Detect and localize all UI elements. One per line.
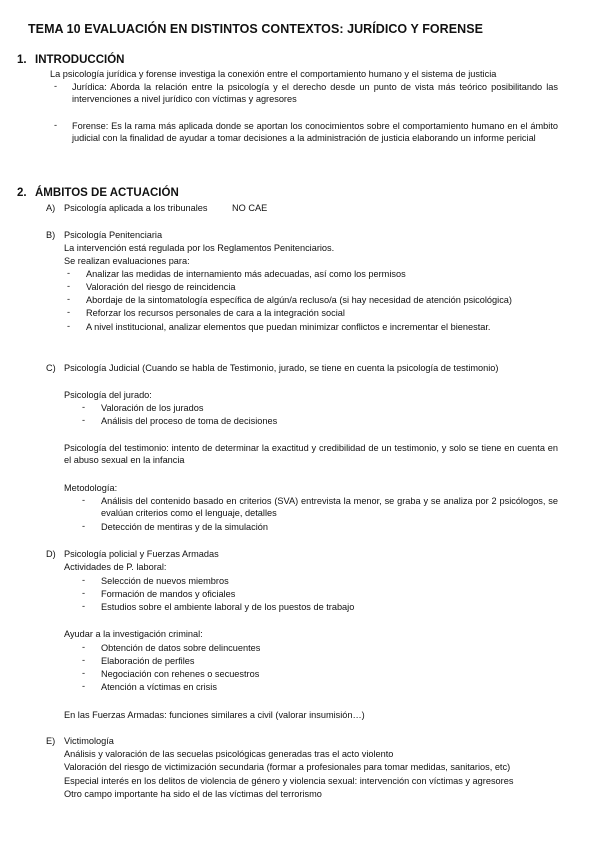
bullet-dash: -: [82, 495, 86, 505]
list-item: Negociación con rehenes o secuestros: [101, 669, 260, 679]
jurado-title: Psicología del jurado:: [64, 390, 152, 400]
item-e-title: Victimología: [64, 736, 114, 746]
item-e-letter: E): [46, 736, 56, 746]
list-item: Análisis del contenido basado en criterios (SVA) entrevista la menor, se graba y se analiza por 2 psicólogos, se evalúan criterios como el lenguaje, detalles: [101, 496, 558, 518]
metodologia-title: Metodología:: [64, 483, 118, 493]
forense-paragraph: Forense: Es la rama más aplicada donde se aportan los conocimientos sobre el comportamiento humano en el ámbito judicial con la finalidad de ayudar a tomar decisiones a la administración de justicia elaborando un informe pericial: [72, 121, 558, 143]
bullet-dash: -: [82, 402, 86, 412]
bullet-dash: -: [82, 415, 86, 425]
item-a-text: Psicología aplicada a los tribunales: [64, 203, 208, 213]
item-d-title: Psicología policial y Fuerzas Armadas: [64, 549, 219, 559]
bullet-dash: -: [82, 575, 86, 585]
testimonio-paragraph: Psicología del testimonio: intento de determinar la exactitud y credibilidad de un testimonio, y solo se tiene en cuenta en el abuso sexual en la infancia: [64, 443, 558, 465]
laboral-title: Actividades de P. laboral:: [64, 562, 167, 572]
list-item: Estudios sobre el ambiente laboral y de los puestos de trabajo: [101, 602, 355, 612]
bullet-dash: -: [54, 120, 58, 130]
bullet-dash: -: [82, 681, 86, 691]
item-b-line2: Se realizan evaluaciones para:: [64, 256, 190, 266]
item-b-title: Psicología Penitenciaria: [64, 230, 163, 240]
list-item: Elaboración de perfiles: [101, 656, 195, 666]
victimologia-line: Análisis y valoración de las secuelas psicológicas generadas tras el acto violento: [64, 749, 394, 759]
list-item: Atención a víctimas en crisis: [101, 682, 217, 692]
item-b-line1: La intervención está regulada por los Reglamentos Penitenciarios.: [64, 243, 335, 253]
victimologia-line: Valoración del riesgo de victimización secundaria (formar a profesionales para tomar medidas, sanitarios, etc): [64, 762, 511, 772]
section-2-heading: ÁMBITOS DE ACTUACIÓN: [35, 187, 179, 199]
list-item: Analizar las medidas de internamiento más adecuadas, así como los permisos: [86, 269, 406, 279]
section-1-intro: La psicología jurídica y forense investiga la conexión entre el comportamiento humano y el sistema de justicia: [50, 69, 497, 79]
fuerzas-armadas-line: En las Fuerzas Armadas: funciones similares a civil (valorar insumisión…): [64, 710, 365, 720]
item-c-title: Psicología Judicial (Cuando se habla de Testimonio, jurado, se tiene en cuenta la psicología de testimonio): [64, 363, 499, 373]
list-item: Valoración del riesgo de reincidencia: [86, 282, 236, 292]
victimologia-line: Especial interés en los delitos de violencia de género y violencia sexual: intervención con víctimas y agresores: [64, 776, 514, 786]
bullet-dash: -: [82, 642, 86, 652]
victimologia-line: Otro campo importante ha sido el de las víctimas del terrorismo: [64, 789, 322, 799]
section-2-number: 2.: [17, 187, 27, 199]
bullet-dash: -: [67, 294, 71, 304]
item-a-letter: A): [46, 203, 56, 213]
bullet-dash: -: [82, 521, 86, 531]
item-b-letter: B): [46, 230, 56, 240]
section-1-heading: INTRODUCCIÓN: [35, 54, 125, 66]
list-item: Reforzar los recursos personales de cara a la integración social: [86, 308, 345, 318]
item-c-letter: C): [46, 363, 56, 373]
list-item: Análisis del proceso de toma de decisiones: [101, 416, 278, 426]
list-item: A nivel institucional, analizar elementos que puedan minimizar conflictos e incrementar el bienestar.: [86, 322, 491, 332]
juridica-paragraph: Jurídica: Aborda la relación entre la psicología y el derecho desde un punto de vista más teórico posibilitando las intervenciones a nivel jurídico con víctimas y agresores: [72, 82, 558, 104]
bullet-dash: -: [54, 81, 58, 91]
bullet-dash: -: [82, 668, 86, 678]
bullet-dash: -: [82, 655, 86, 665]
list-item: Abordaje de la sintomatología específica de algún/a recluso/a (si hay necesidad de atención psicológica): [86, 295, 512, 305]
bullet-dash: -: [67, 307, 71, 317]
bullet-dash: -: [67, 281, 71, 291]
criminal-title: Ayudar a la investigación criminal:: [64, 629, 203, 639]
item-a-note: NO CAE: [232, 203, 268, 213]
section-1-number: 1.: [17, 54, 27, 66]
bullet-dash: -: [82, 588, 86, 598]
list-item: Formación de mandos y oficiales: [101, 589, 236, 599]
bullet-dash: -: [82, 601, 86, 611]
list-item: Obtención de datos sobre delincuentes: [101, 643, 261, 653]
bullet-dash: -: [67, 268, 71, 278]
bullet-dash: -: [67, 321, 71, 331]
list-item: Selección de nuevos miembros: [101, 576, 229, 586]
page-title: TEMA 10 EVALUACIÓN EN DISTINTOS CONTEXTOS: JURÍDICO Y FORENSE: [28, 22, 483, 36]
list-item: Detección de mentiras y de la simulación: [101, 522, 268, 532]
list-item: Valoración de los jurados: [101, 403, 204, 413]
item-d-letter: D): [46, 549, 56, 559]
